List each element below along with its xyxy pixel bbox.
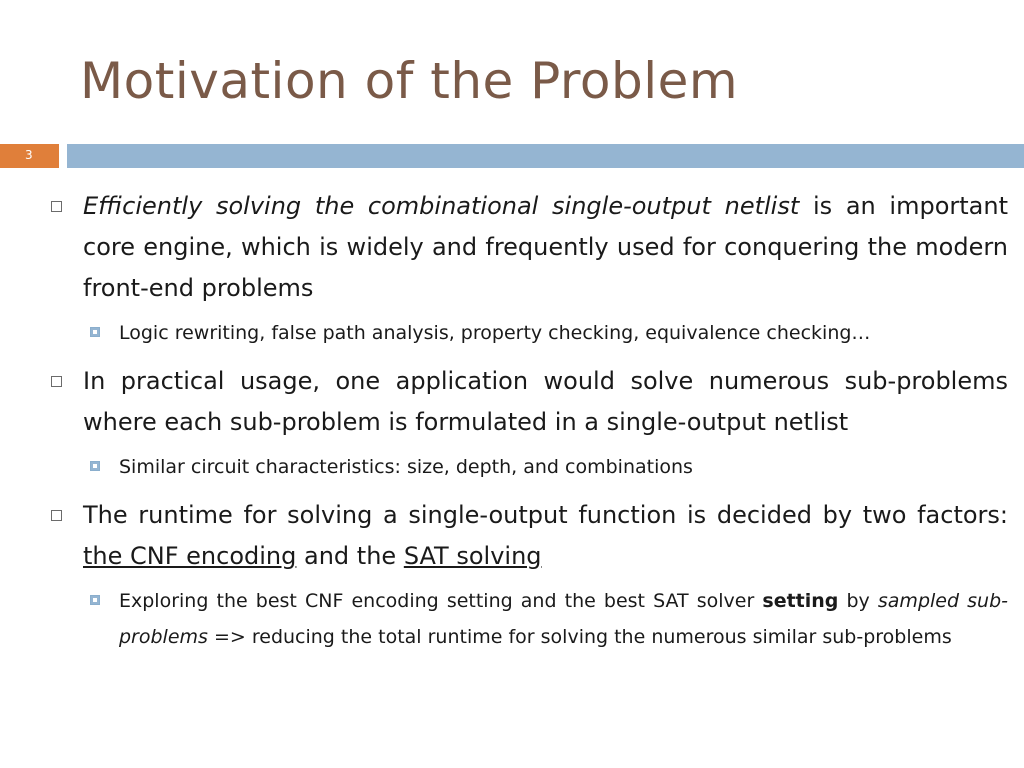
bullet-engine-emphasis: Efficiently solving the combinational single-output netlist [83, 192, 800, 220]
title-rule-bar [67, 144, 1024, 168]
bullet-runtime-text: The runtime for solving a single-output function is decided by two factors: [83, 501, 1008, 529]
square-sub-bullet-icon [90, 461, 100, 471]
hollow-square-bullet-icon [51, 376, 62, 387]
bullet-engine-text: is an important core engine, which is widely and frequently used for conquering the modern front-end problems [83, 192, 1008, 302]
cnf-encoding-underlined: the CNF encoding [83, 542, 297, 570]
sub-bullet-exploring-bold: setting [762, 590, 839, 612]
slide-number: 3 [25, 148, 33, 162]
hollow-square-bullet-icon [51, 510, 62, 521]
slide-content [46, 186, 1008, 655]
sub-bullet-exploring-pre: Exploring the best CNF encoding setting and the best SAT solver [119, 590, 763, 612]
bullet-practical-usage [46, 361, 1008, 443]
bullet-runtime [46, 495, 1008, 577]
bullet-runtime-connector: and the [296, 542, 404, 570]
sub-bullet-exploring-post: => reducing the total runtime for solving the numerous similar sub-problems [207, 626, 952, 648]
square-sub-bullet-icon [90, 595, 100, 605]
bullet-engine [46, 186, 1008, 309]
sub-bullet-exploring-emphasis: sampled sub-problems [119, 590, 1008, 648]
sub-bullet-exploring-mid: by [838, 590, 878, 612]
sub-bullet-applications-text: Logic rewriting, false path analysis, property checking, equivalence checking… [119, 322, 871, 344]
sat-solving-underlined: SAT solving [403, 542, 542, 570]
slide-title: Motivation of the Problem [80, 52, 739, 110]
sub-bullet-applications [82, 315, 1008, 351]
square-sub-bullet-icon [90, 327, 100, 337]
hollow-square-bullet-icon [51, 201, 62, 212]
slide-number-badge [0, 144, 59, 168]
sub-bullet-characteristics-text: Similar circuit characteristics: size, depth, and combinations [119, 456, 693, 478]
sub-bullet-characteristics [82, 449, 1008, 485]
bullet-practical-usage-text: In practical usage, one application would solve numerous sub-problems where each sub-problem is formulated in a single-output netlist [83, 367, 1008, 436]
sub-bullet-exploring [82, 583, 1008, 655]
